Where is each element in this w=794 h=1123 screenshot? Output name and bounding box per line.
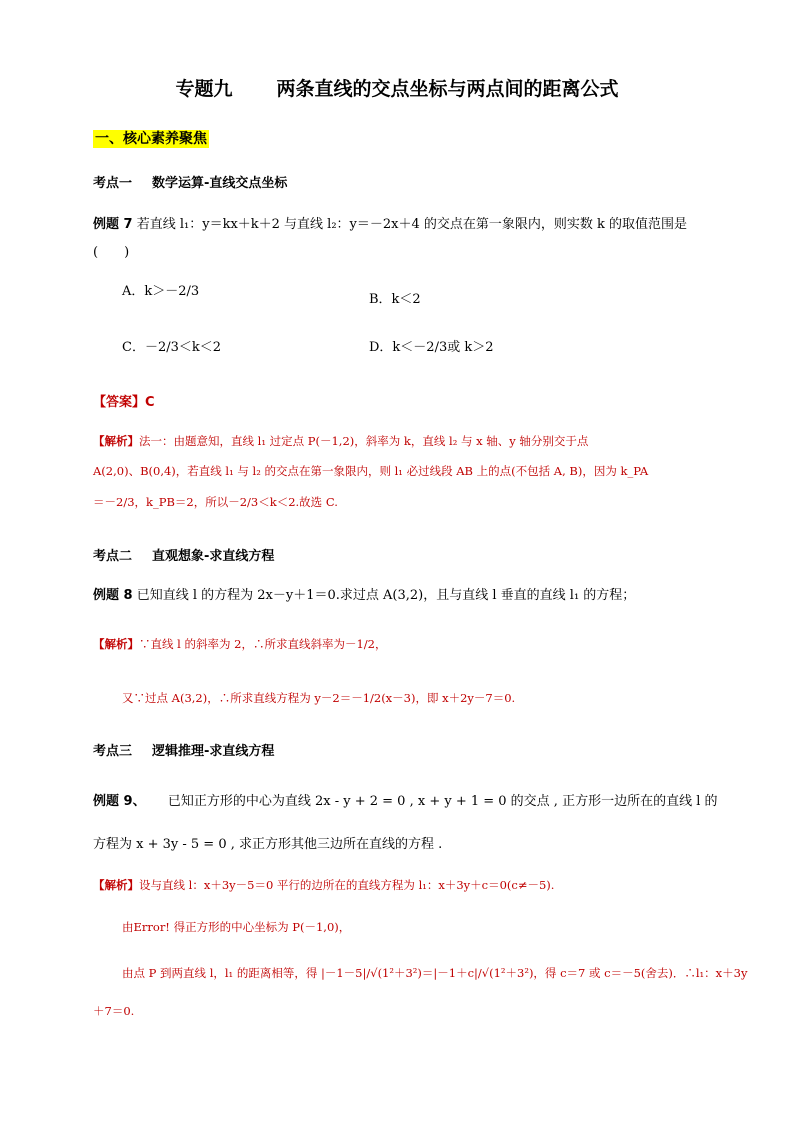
solution-9-line1: 【解析】设与直线 l：x＋3y－5＝0 平行的边所在的直线方程为 l₁：x＋3y＋c＝0(c≠－5). [93,878,555,892]
solution-8-line2: 又∵过点 A(3,2)，∴所求直线方程为 y－2＝－1/2(x－3)，即 x＋2y－7＝0. [122,691,516,705]
example-7-label: 例题 7 [93,217,133,232]
title-topic: 专题九 [175,78,233,100]
key-point-3: 考点三 逻辑推理-求直线方程 [93,744,275,759]
example-9-text: 已知正方形的中心为直线 2x - y + 2 = 0 , x + y + 1 = 0 的交点 , 正方形一边所在的直线 l 的 [167,794,718,809]
section-heading: 一、核心素养聚焦 [95,131,207,147]
answer-7 [93,391,155,410]
solution-7-line1: 【解析】法一：由题意知，直线 l₁ 过定点 P(－1,2)，斜率为 k，直线 l₂ 与 x 轴、y 轴分别交于点 [93,434,589,448]
solution-8-line1: 【解析】∵直线 l 的斜率为 2，∴所求直线斜率为－1/2， [93,637,387,651]
page-title [0,74,794,101]
example-9-label: 例题 9、 [93,794,146,809]
solution-9-line4: ＋7＝0. [93,1004,135,1018]
solution-7-line2: A(2,0)、B(0,4)，若直线 l₁ 与 l₂ 的交点在第一象限内，则 l₁ 必过线段 AB 上的点(不包括 A, B)，因为 k_PA [93,464,649,478]
example-9-line1 [93,790,718,809]
key-point-2: 考点二 直观想象-求直线方程 [93,549,275,564]
example-8 [93,584,635,603]
example-7-line1 [93,213,687,232]
option-a: A．k＞－2/3 [122,284,200,299]
answer-value: C [145,395,155,410]
option-b: B．k＜2 [369,292,421,307]
key-point-1: 考点一 数学运算-直线交点坐标 [93,176,288,191]
solution-7-line3: ＝－2/3，k_PB＝2，所以－2/3＜k＜2.故选 C. [93,495,338,509]
example-8-text: 已知直线 l 的方程为 2x－y＋1＝0.求过点 A(3,2)，且与直线 l 垂直的直线 l₁ 的方程； [136,588,636,603]
option-d: D．k＜－2/3或 k＞2 [369,340,494,355]
example-7-text: 若直线 l₁：y＝kx＋k＋2 与直线 l₂：y＝－2x＋4 的交点在第一象限内，则实数 k 的取值范围是 [136,217,688,232]
example-9-line2: 方程为 x + 3y - 5 = 0 , 求正方形其他三边所在直线的方程 . [93,837,443,852]
solution-9-line2: 由Error! 得正方形的中心坐标为 P(－1,0)， [122,920,351,934]
example-7-paren: ( ) [93,245,130,260]
example-8-label: 例题 8 [93,588,133,603]
answer-label: 【答案】 [93,395,146,410]
option-c: C．－2/3＜k＜2 [122,340,222,355]
title-subject: 两条直线的交点坐标与两点间的距离公式 [276,78,619,100]
solution-9-line3: 由点 P 到两直线 l，l₁ 的距离相等，得 |－1－5|/√(1²＋3²)＝|－1＋c|/√(1²＋3²)，得 c＝7 或 c＝－5(舍去)．∴l₁：x＋3y [122,966,748,980]
